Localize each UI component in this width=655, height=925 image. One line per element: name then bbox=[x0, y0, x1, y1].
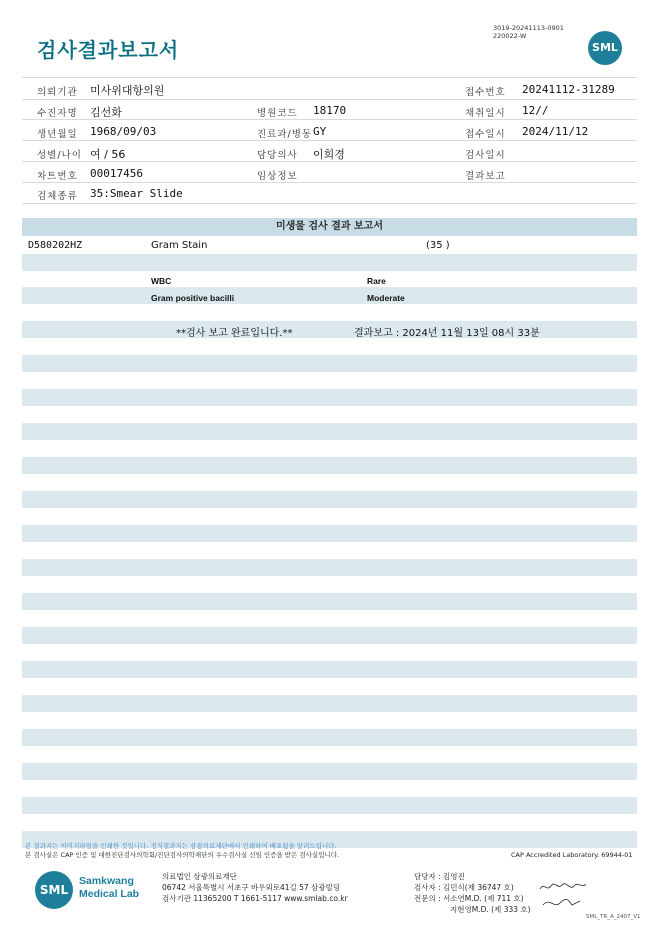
doctor-label: 담당의사 bbox=[257, 150, 298, 161]
requester-value: 미사위대항의원 bbox=[90, 84, 165, 97]
test-ref: (35 ) bbox=[426, 240, 450, 251]
test-name: Gram Stain bbox=[151, 240, 208, 251]
notice-accreditation: 본 검사실은 CAP 인증 및 대한진단검사의학회/진단검사의학재단의 우수검사실 신임 인증을 받은 검사실입니다. bbox=[25, 851, 340, 859]
cap-accreditation: CAP Accredited Laboratory. 69944-01 bbox=[511, 851, 633, 859]
collect-date-value: 12// bbox=[522, 104, 549, 117]
result-item-name: WBC bbox=[151, 276, 172, 286]
stripe bbox=[22, 695, 637, 712]
patient-value: 김선화 bbox=[90, 106, 122, 119]
staff-specialist-1: 전문의 : 서소연M.D. (제 711 호) bbox=[414, 894, 524, 903]
sml-logo-icon: SML bbox=[588, 31, 622, 65]
staff-info bbox=[414, 871, 531, 915]
document-number-2: 220022-W bbox=[493, 31, 527, 40]
result-item-name: Gram positive bacilli bbox=[151, 293, 235, 303]
divider bbox=[22, 77, 637, 78]
stripe bbox=[22, 287, 637, 304]
receipt-date-label: 접수일시 bbox=[465, 129, 506, 140]
sml-logo-icon: SML bbox=[35, 871, 73, 909]
test-code: D580202HZ bbox=[28, 240, 83, 251]
hospital-code-value: 18170 bbox=[313, 104, 347, 117]
divider bbox=[22, 99, 637, 100]
stripe bbox=[22, 729, 637, 746]
organization-name: 의료법인 삼광의료재단 bbox=[162, 872, 237, 881]
receipt-date-value: 2024/11/12 bbox=[522, 125, 589, 138]
result-item-value: Rare bbox=[367, 276, 386, 286]
report-label: 결과보고 bbox=[465, 171, 506, 182]
receipt-no-value: 20241112-31289 bbox=[522, 83, 615, 96]
dept-label: 진료과/병동 bbox=[257, 129, 313, 140]
lab-name-line-2: Medical Lab bbox=[79, 888, 140, 900]
document-number-1: 3019-20241113-0901 bbox=[493, 24, 564, 32]
stripe bbox=[22, 355, 637, 372]
chart-no-value: 00017456 bbox=[90, 167, 143, 180]
requester-label: 의뢰기관 bbox=[37, 87, 78, 98]
sex-age-label: 성별/나이 bbox=[37, 150, 82, 161]
clinical-label: 임상정보 bbox=[257, 171, 298, 182]
result-item-value: Moderate bbox=[367, 293, 405, 303]
stripe bbox=[22, 763, 637, 780]
divider bbox=[22, 140, 637, 141]
report-time: 결과보고 : 2024년 11월 13일 08시 33분 bbox=[354, 328, 540, 339]
organization-address: 06742 서울특별시 서초구 바우뫼로41길 57 삼광빌딩 bbox=[162, 883, 341, 892]
divider bbox=[22, 182, 637, 183]
stripe bbox=[22, 423, 637, 440]
birth-value: 1968/09/03 bbox=[90, 125, 157, 138]
lab-name bbox=[79, 875, 139, 901]
page-title: 검사결과보고서 bbox=[37, 38, 180, 62]
stripe bbox=[22, 321, 637, 338]
notice-image-copy: 본 결과지는 이미지파일을 인쇄한 것입니다. 정식결과지는 삼광의료재단에서 인쇄하여 배포됨을 알려드립니다. bbox=[25, 842, 337, 850]
divider bbox=[22, 203, 637, 204]
receipt-no-label: 접수번호 bbox=[465, 87, 506, 98]
staff-tester: 검사자 : 김민식(제 36747 호) bbox=[414, 883, 514, 892]
complete-message: **검사 보고 완료입니다.** bbox=[176, 328, 293, 339]
stripe bbox=[22, 593, 637, 610]
test-date-label: 검사일시 bbox=[465, 150, 506, 161]
result-section-title: 미생물 검사 결과 보고서 bbox=[22, 218, 637, 236]
stripe bbox=[22, 457, 637, 474]
stripe bbox=[22, 661, 637, 678]
dept-value: GY bbox=[313, 125, 327, 138]
signature-image bbox=[540, 895, 584, 911]
specimen-label: 검체종류 bbox=[37, 191, 78, 202]
birth-label: 생년월일 bbox=[37, 129, 78, 140]
organization-contact: 검사기관 11365200 T 1661-5117 www.smlab.co.kr bbox=[162, 894, 348, 903]
specimen-value: 35:Smear Slide bbox=[90, 187, 183, 200]
staff-specialist-2: 지현영M.D. (제 333 호) bbox=[450, 905, 531, 914]
chart-no-label: 차트번호 bbox=[37, 171, 78, 182]
patient-label: 수진자명 bbox=[37, 108, 78, 119]
lab-name-line-1: Samkwang bbox=[79, 875, 134, 887]
sex-age-value: 여 / 56 bbox=[90, 148, 126, 161]
stripe bbox=[22, 559, 637, 576]
doctor-value: 이희경 bbox=[313, 148, 345, 161]
signature-image bbox=[538, 880, 588, 894]
collect-date-label: 채취일시 bbox=[465, 108, 506, 119]
stripe bbox=[22, 525, 637, 542]
document-number bbox=[493, 25, 564, 40]
hospital-code-label: 병원코드 bbox=[257, 108, 298, 119]
stripe bbox=[22, 254, 637, 271]
stripe bbox=[22, 491, 637, 508]
form-code: SML_TR_A_2407_V1 bbox=[586, 914, 641, 920]
stripe bbox=[22, 797, 637, 814]
organization-info bbox=[162, 871, 348, 904]
stripe bbox=[22, 627, 637, 644]
staff-manager: 담당자 : 김영진 bbox=[414, 872, 465, 881]
stripe bbox=[22, 389, 637, 406]
